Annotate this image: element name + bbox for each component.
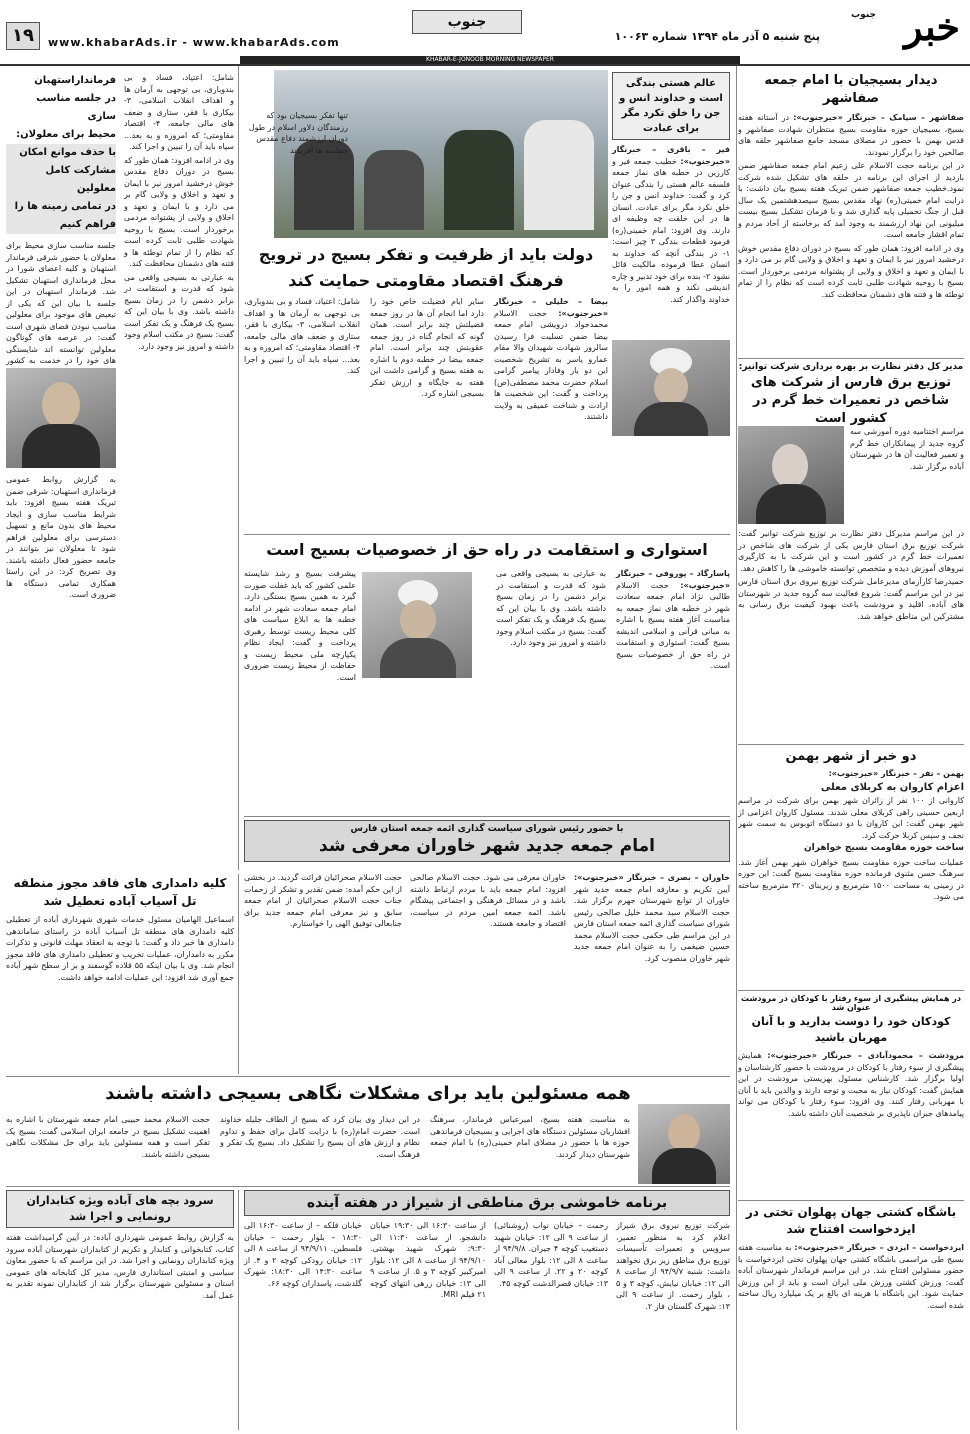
body-text: شامل: اعتیاد، فساد و بی بندوباری، بی توجهی به آرمان ها و اهداف انقلاب اسلامی، ۳- بیکاری با فقر، ستاری و ضعف های مالی جامعه، ۴- اقتصاد مقاومتی؛ که امروزه و به بعد... سپاه باید آن را تبیین و اجرا کند.: [244, 297, 360, 375]
body-text: خاوران معرفی می شود. حجت الاسلام صالحی افزود: امام جمعه باید با مردم ارتباط داشته باشد و در مسائل فرهنگی و اجتماعی پیشگام باشد. ائمه جمعه امین مردم در سیاست، اقتصاد و جامعه هستند.: [410, 873, 566, 928]
article-title: عالم هستی بندگی است و خداوند انس و جن را خلق تکرد مگر برای عبادت: [619, 78, 723, 134]
body-text: مراسم اختتامیه دوره آموزشی سه گروه جدید از پیمانکاران خط گرم و تعمیر فعالیت آن ها در شهرستان آباده برگزار شد.: [850, 427, 964, 471]
article-title: سرود بچه های آباده ویژه کتابداران رونمایی و اجرا شد: [26, 1194, 214, 1223]
title-line: فراهم کنیم: [6, 216, 116, 234]
article-kicker: با حضور رئیس شورای سیاست گذاری ائمه جمعه استان فارس: [350, 824, 624, 834]
body-text: به گزارش روابط عمومی فرمانداری استهبان: شرقی ضمن تبریک هفته بسیج افزود: باید شرایط مناسب سازی و ایجاد محیط های بدون مانع و تسهیل دسترسی برای معلولین فراهم شود تا معلولان نیز بتوانند در جامعه حضور فعال داشته باشند. وی تصریح کرد: در این راستا همکاری تمامی دستگاه ها ضروری است.: [6, 475, 116, 599]
article-title: کلیه دامداری های فاقد مجوز منطقه تل آسیاب آباده تعطیل شد: [13, 876, 227, 908]
byline: صفاشهر – سیامک – خبرنگار «خبرجنوب»:: [793, 113, 964, 122]
body-text: حجت الاسلام محمد حبیبی امام جمعه شهرستان با اشاره به اهمیت تشکیل بسیج در جامعه ایران اسلامی گفت: بسیج یک تفکر است و همه مسئولین باید برای حل مشکلات نگاهی بسیجی داشته باشند.: [6, 1115, 210, 1159]
byline: پاسارگاد – پوروفی – خبرنگار «خبرجنوب»:: [616, 569, 730, 590]
photo-caption: تنها تفکر بسیجیان بود که رزمندگان دلاور اسلام در طول دوران ارزشمند دفاع مقدس حماسه ها آفریدند: [248, 111, 348, 155]
byline: خاوران – بصری – خبرنگار «خبرجنوب»:: [574, 873, 730, 882]
article-title: دولت باید از ظرفیت و تفکر بسیج در ترویج فرهنگ اقتصاد مقاومتی حمایت کند: [258, 245, 594, 290]
divider: [6, 1186, 730, 1187]
body-text: جلسه مناسب سازی محیط برای معلولان با حضور شرقی فرماندار استهبان و کلیه اعضای شورا در محل فرمانداری استهبان تشکیل شد. فرماندار استهبان در این جلسه با بیان این که یکی از تبعیض های موجود برای معلولین مناسب نبودن فضای شهری است گفت: در عرصه های گوناگون معلولین توانسته اند شایستگی های خود را در خدمت به کشور: [6, 241, 116, 365]
article-kicker: در همایش پیشگیری از سوء رفتار با کودکان در مرودشت عنوان شد: [741, 994, 961, 1012]
official-portrait-photo: [738, 426, 844, 524]
title-line: در تمامی زمینه ها را: [6, 198, 116, 216]
subheading: ساخت حوزه مقاومت بسیج خواهران: [803, 843, 964, 853]
body-text: از ساعت ۱۶:۳۰ الی ۱۹:۳۰ خیابان دانشجو. از ساعت ۱۱:۳۰ الی ۹:۳۰: شهرک شهید بهشتی. ۹۴/۹/۱۰ از ساعت ۸ الی ۱۲: بلوار امیرکبیر کوچه ۳ و ۵. از ساعت ۹ الی ۱۳: خیابان زرهی انتهای کوچه ۲۱ فیلم MRI.: [370, 1221, 487, 1299]
title-line: با حذف موانع امکان: [6, 144, 116, 162]
article-title: همه مسئولین باید برای مشکلات نگاهی بسیجی داشته باشند: [105, 1083, 631, 1104]
title-line: محیط برای معلولان:: [16, 129, 116, 140]
article-dam: [6, 874, 234, 1074]
article-basij-jome: [738, 72, 964, 390]
article-kitabdaran: [6, 1190, 234, 1430]
body-text: وی در ادامه افزود: همان طور که بسیج در دوران دفاع مقدس خوش درخشید امروز نیز با ایمان و تعهد و اخلاق و ولایی گام بر می دارد و با ایمان و تعهد و اخلاق و ولایی از پشتوانه مردمی برخوردار است. بسیج با روحیه شهادت طلبی ثابت کرده است که نظام را از تمام توطئه ها و فتنه های دشمنان محافظت کند.: [738, 243, 964, 299]
logo-subtext: جنوب: [851, 10, 876, 20]
article-barq-fars: [738, 362, 964, 742]
article-bahman: [738, 748, 964, 988]
body-text: به عبارتی به بسیجی واقعی می شود که قدرت و استقامت در برابر دشمن را در زمان بسیج داشته باشد. وی با بیان این که بسیج یک فرهنگ و یک تفکر است گفت: بسیج در مکتب اسلام وجود داشته و امروز نیز وجود دارد.: [124, 272, 234, 351]
body-text: حجت الاسلام طالبی نژاد امام جمعه سعادت شهر در خطبه های نماز جمعه به مناسبت آغاز هفته بسیج با اشاره به مبانی قرآنی و اسلامی اندیشه بسیج گفت: استواری و استقامت در راه حق از خصوصیات بسیج است.: [616, 580, 730, 670]
article-koshti: [738, 1204, 964, 1430]
article-title-block: [6, 72, 116, 234]
cleric-portrait-photo: [362, 572, 472, 678]
logo-text: خبر: [904, 4, 960, 49]
article-estevari: [244, 538, 730, 812]
byline: بیضا – خلیلی – خبرنگار «خبرجنوب»:: [494, 297, 608, 318]
article-title: امام جمعه جدید شهر خاوران معرفی شد: [319, 836, 655, 856]
subheading: اعزام کاروان به کربلای معلی: [820, 781, 964, 793]
body-text: خطیب جمعه فیر و کارزین در خطبه های نماز جمعه فلسفه عالم هستی را بندگی عنوان کرد و گفت: خداوند انس و جن را خلق نکرد مگر برای عبادت. انسان ها در این خلقت چه وظیفه ای دارند. وی افزود: امام خمینی(ره) فرمود قطعات بندگی ۳ چیز است: ۱- در بندگی آنچه که خداوند به انسان عطا فرموده مالکیت قائل نشود ۲- بنده برای خود تدبیر و چاره اندیشی نکند و همه امور را به خداوند واگذار کند.: [612, 156, 730, 304]
column-divider: [736, 66, 737, 1430]
body-text: در این برنامه حجت الاسلام علی زعیم امام جمعه صفاشهر ضمن بازدید از اجرای این برنامه در حلقه های تشکیل شده شرکت نمود.خطیب جمعه صفاشهر ضمن تبریک هفته بسیج بیان داشت: با درایت امام خمینی(ره) نهاد مقدس بسیج سیصدهشتمین یک سال قبل از جنگ تحمیلی پایه گذاری شد و با فرمان تشکیل بسیج بیست میلیونی این نهاد ارزشمند به وجود آمد که برخاسته از آحاد مردم و تمام اقشار جامعه است.: [738, 161, 964, 239]
body-text: به مناسبت هفته بسیج طی مراسمی باشگاه کشتی جهان پهلوان تختی ایزدخواست با حضور مسئولین افتتاح شد. در این مراسم فرماندار شهرستان آباده گفت: ورزش کشتی ورزش ملی ایران است و باید از این ورزش حمایت شود. این باشگاه با هزینه ای بالغ بر یک میلیارد ریال ساخته شده است.: [738, 1243, 964, 1310]
body-text: آیین تکریم و معارفه امام جمعه جدید شهر خاوران از توابع شهرستان جهرم برگزار شد. حجت الاسلام سید محمد خلیل صالحی رئیس شورای سیاست گذاری ائمه جمعه استان فارس در این مراسم طی حکمی حجت الاسلام محمد حسین ضیغمی را به عنوان امام جمعه جدید شهر خاوران منصوب کرد.: [574, 884, 730, 963]
page-number: ۱۹: [6, 22, 40, 50]
divider: [738, 358, 964, 359]
article-title: دو خبر از شهر بهمن: [785, 749, 917, 764]
body-text: حجت الاسلام محمدجواد درویشی امام جمعه بیضا ضمن تسلیت فرا رسیدن سالروز شهادت شهیدان والا مقام عمارو یاسر به تشریح شخصیت این دو یار وفادار پیامبر گرامی اسلام حضرت محمد مصطفی(ص) پرداخت و گفت: این شخصیت ها ارادت و شناخت عمیقی به ولایت داشتند.: [494, 308, 608, 421]
byline: مرودشت – محمودآبادی – خبرنگار «خبرجنوب»:: [767, 1051, 965, 1060]
title-line: در جلسه مناسب سازی: [36, 93, 116, 122]
body-text: در آستانه هفته بسیج، بسیجیان حوزه مقاومت بسیج منتظران شهادت صفاشهر و قدس بهمن با حضور در مصلای مسجد جامع صفاشهر حلقه های صالحین خود را برگزار نمودند.: [738, 113, 964, 157]
body-text: حجت الاسلام صحرائیان قرائت گردید. در بخشی از این حکم آمده: ضمن تقدیر و تشکر از زحمات جناب حجت الاسلام صحرائیان از امام جمعه سابق و نیز معرفی امام جمعه جدید برای جنابعالی توفیق الهی را خواستارم.: [244, 873, 402, 928]
divider: [6, 1076, 730, 1077]
body-text: وی در ادامه افزود: همان طور که بسیج در دوران دفاع مقدس خوش درخشید امروز نیز با ایمان و تعهد و اخلاق و ولایی گام بر می دارد و با ایمان و تعهد و اخلاق و ولایی از پشتوانه مردمی برخوردار است. بسیج با روحیه شهادت طلبی ثابت کرده است که نظام را از تمام توطئه ها و فتنه های دشمنان محافظت کند.: [124, 155, 234, 268]
body-text: حمیدرضا کارآزمای مدیرعامل شرکت توزیع نیروی برق استان فارس نیز در این مراسم گفت: شروع فعالیت سه گروه جدید در شهرستان های آباده، اقلید و مرودشت باعث بهبود کیفیت برق رسانی به مشترکین این مناطق خواهد شد.: [738, 577, 964, 621]
article-faramarzi: [6, 72, 234, 870]
article-khamooshi: [244, 1190, 730, 1430]
article-title: کودکان خود را دوست بدارید و با آنان مهربان باشید: [751, 1015, 951, 1044]
official-portrait-photo: [638, 1104, 730, 1184]
article-title: توزیع برق فارس از شرکت های شاخص در تعمیرات خط گرم در کشور است: [750, 375, 952, 426]
section-tag: جنوب: [412, 10, 522, 34]
article-title: استواری و استقامت در راه حق از خصوصیات بسیج است: [266, 540, 708, 559]
body-text: به مناسبت هفته بسیج، امیرعباس فرماندار، سرهنگ افشاریان مسئولین دستگاه های اجرایی و بسیجیان فرماندهی حوزه ها با حضور در مصلای امام خمینی(ره) با امام جمعه شهرستان دیدار کردند.: [430, 1115, 630, 1159]
article-alam-hasti: [612, 72, 730, 542]
body-text: به عبارتی به بسیجی واقعی می شود که قدرت و استقامت در برابر دشمن را در زمان بسیج داشته باشد. وی با بیان این که بسیج یک فرهنگ و یک تفکر است گفت: بسیج در مکتب اسلام وجود داشته و امروز نیز وجود دارد.: [496, 569, 606, 647]
divider: [738, 990, 964, 991]
column-divider: [238, 874, 239, 1074]
divider: [244, 816, 730, 817]
date-line: پنج شنبه ۵ آذر ماه ۱۳۹۴ شماره ۱۰۰۶۳: [614, 30, 820, 43]
body-text: شرکت توزیع نیروی برق شیراز اعلام کرد به منظور تعمیر، سرویس و تعمیرات تأسیسات توزیع برق مناطق زیر برق نخواهند داشت: شنبه ۹۴/۹/۷ از ساعت ۸ الی ۱۲: خیابان نیایش، کوچه ۳ و ۵ ، بلوار رحمت. از ساعت ۹ الی ۱۳: شهرک گلستان فاز ۲.: [616, 1221, 731, 1311]
byline: فیر – باقری – خبرنگار «خبرجنوب»:: [612, 145, 731, 166]
title-line: مشارکت کامل معلولین: [6, 162, 116, 198]
column-divider: [238, 66, 239, 870]
website-line: www.khabarAds.ir - www.khabarAds.com: [48, 36, 340, 49]
article-emam-jadid: [244, 820, 730, 1074]
body-text: خیابان فلکه – از ساعت ۱۶:۳۰ الی ۱۸:۳۰ – بلوار رحمت – خیابان فلسطین. ۹۴/۹/۱۱ از ساعت ۸ الی ۱۲: خیابان رودکی کوچه ۲ و ۴. از ساعت ۱۴:۳۰ الی ۱۸:۳۰: شهرک گلدشت، پاسداران کوچه ۶۶.: [244, 1221, 363, 1288]
column-divider: [238, 1190, 239, 1430]
article-title: باشگاه کشتی جهان پهلوان تختی در ایزدخواست افتتاح شد: [745, 1205, 957, 1236]
byline: بهمن – نفر – خبرنگار «خبرجنوب»:: [828, 769, 964, 778]
masthead-band: KHABAR-E-JONOOB MORNING NEWSPAPER: [240, 56, 740, 64]
article-masoulin: [6, 1080, 730, 1184]
body-text: در این دیدار وی بیان کرد که بسیج از الطاف جلیله خداوند است. حضرت امام(ره) با درایت کامل برای حفظ و تداوم نظام و ارزش های آن بسیج را تشکیل داد. بسیج یک تفکر و فرهنگ است.: [220, 1115, 420, 1159]
body-text: رحمت – خیابان نواب (روشنائی) از ساعت ۹ الی ۱۲: خیابان شهید دستغیب کوچه ۴ جیران. ۹۴/۹/۸ از ساعت ۸ الی ۱۲: بلوار معالی آباد کوچه ۲۰ و ۲۲. از ساعت ۹ الی ۱۳: خیابان قصرالدشت کوچه ۴۵.: [494, 1221, 609, 1288]
header-rule: [0, 64, 970, 66]
divider: [738, 1200, 964, 1201]
body-text: اسماعیل الهامیان مسئول خدمات شهری شهرداری آباده از تعطیلی کلیه دامداری های منطقه تل آسیاب آباده در راستای ساماندهی دامداری ها خبر داد و گفت: با توجه به انعقاد مهلت قانونی و تذکرات مکرر به دامداران، عملیات تخریب و تعطیلی دامداری های فاقد مجوز انجام شد. وی با بیان اینکه ۵۵ قلاده گوسفند و بز از سطح شهر آباده جمع آوری شد افزود: این عملیات ادامه خواهد داشت.: [6, 915, 234, 982]
article-marvdasht: [738, 994, 964, 1198]
article-kicker: مدیر کل دفتر نظارت بر بهره برداری شرکت توانیر:: [738, 362, 964, 372]
body-text: همایش پیشگیری از سوء رفتار با کودکان در مرودشت با حضور کارشناسان و اولیا برگزار شد. کارشناس مسئول بهزیستی مرودشت در این همایش گفت: کودکان نیاز به محبت و توجه دارند و والدین باید با آنان با مهربانی رفتار کنند. وی افزود: سوء رفتار با کودکان می تواند پیامدهای جبران ناپذیری بر شخصیت آنان داشته باشد.: [738, 1051, 964, 1118]
title-line: فرمانداراستهبان: [34, 75, 116, 86]
cleric-portrait-photo: [612, 340, 730, 436]
divider: [738, 744, 964, 745]
masthead: [0, 0, 970, 64]
body-text: به گزارش روابط عمومی شهرداری آباده: در آیین گرامیداشت هفته کتاب، کتابخوانی و کتابدار و تکریم از کتابداران شهرستان آباده سرود ویژه کتابداران رونمایی و اجرا شد. در این مراسم که با حضور معاون سیاسی و امنیتی استانداری فارس، مدیر کل کتابخانه های عمومی استان و مسئولین شهرستان برگزار شد از کتابداران نمونه تقدیر به عمل آمد.: [6, 1233, 234, 1300]
article-title: برنامه خاموشی برق مناطقی از شیراز در هفته آینده: [306, 1195, 668, 1211]
body-text: شامل: اعتیاد، فساد و بی بندوباری، بی توجهی به آرمان ها و اهداف انقلاب اسلامی، ۳- بیکاری با فقر، ستاری و ضعف های مالی جامعه، ۴- اقتصاد مقاومتی؛ که امروزه و به بعد... سپاه باید آن را تبیین و اجرا کند.: [124, 73, 234, 151]
body-text: پیشرفت بسیج و رشد شایسته علمی کشور که باید غفلت صورت گیرد به همین بسیج بستگی دارد. امام جمعه سعادت شهر در ادامه خطبه ها به ابلاغ سیاست های کلی محیط زیست توسط رهبری پرداخت و گفت: ایجاد نظام یکپارچه ملی محیط زیست و حفاظت از محیط زیست ضروری است.: [244, 569, 356, 682]
newspaper-logo: [851, 4, 964, 52]
body-text: سایر ایام فضیلت خاص خود را دارد اما انجام آن ها در روز جمعه فضیلتش چند برابر است. همان گونه که انجام گناه در روز جمعه عقوبتش چند برابر است. امام جمعه بیضا در خطبه دوم با اشاره به هفته بسیج و گرامی داشت این هفته به جایگاه و ارزش تفکر بسیجی اشاره کرد.: [370, 297, 484, 398]
byline: ایزدخواست – ایزدی – خبرنگار «خبرجنوب»:: [794, 1243, 964, 1252]
divider: [244, 534, 730, 535]
article-title: دیدار بسیجیان با امام جمعه صفاشهر: [764, 73, 938, 106]
body-text: در این مراسم مدیرکل دفتر نظارت بر توزیع شرکت توانیر گفت: شرکت توزیع برق استان فارس یکی از شرکت های شاخص در تعمیرات خط گرم در کشور است و این شرکت با به کارگیری نیروهای آموزش دیده و متخصص توانسته خاموشی ها را کاهش دهد.: [738, 529, 964, 573]
body-text: عملیات ساخت حوزه مقاومت بسیج خواهران شهر بهمن آغاز شد. سرهنگ حسن مثنوی فرمانده حوزه مقاومت بسیج گفت: این حوزه در زمینی به مساحت ۱۵۰۰ مترمربع و زیربنای ۳۲۰ مترمربع ساخته می شود.: [738, 857, 964, 901]
body-text: کاروانی از ۱۰۰ نفر از زائران شهر بهمن برای شرکت در مراسم اربعین حسینی راهی کربلای معلی شدند. مسئول کاروان اعزامی از شهر بهمن گفت: این کاروان با دو دستگاه اتوبوس به سمت شهر نجف و سپس کربلا حرکت کرد.: [738, 796, 965, 840]
article-eghtesad: [244, 70, 608, 532]
official-portrait-photo: [6, 368, 116, 468]
